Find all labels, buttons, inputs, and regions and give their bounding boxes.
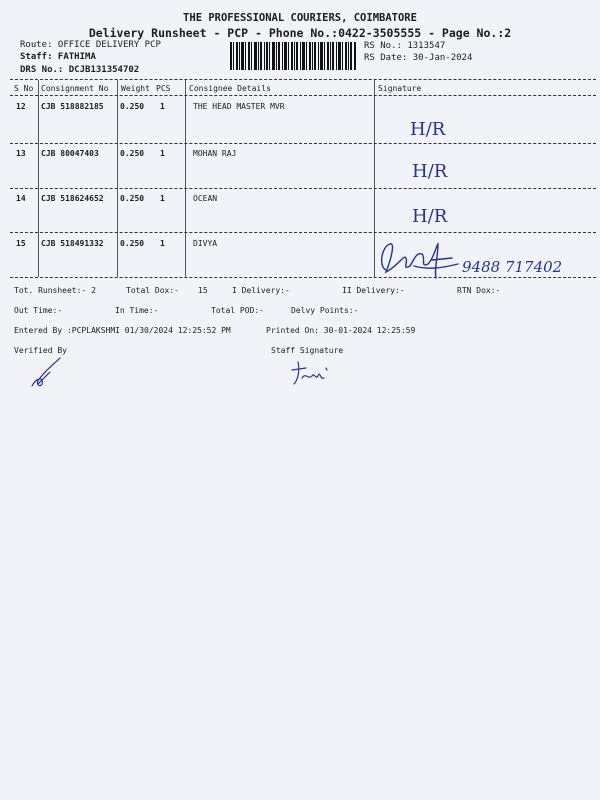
row-pcs: 1 — [160, 239, 165, 248]
in-time: In Time:- — [115, 306, 159, 315]
row-consignment: CJB 518624652 — [41, 194, 104, 203]
runsheet-subtitle: Delivery Runsheet - PCP - Phone No.:0422-3505555 - Page No.:2 — [88, 26, 512, 40]
row-consignee: THE HEAD MASTER MVR — [193, 102, 285, 111]
total-dox-label: Total Dox:- — [126, 286, 179, 295]
row-weight: 0.250 — [120, 149, 145, 158]
table-top-rule — [10, 79, 596, 80]
verified-signature — [28, 354, 64, 390]
row-rule — [10, 232, 596, 233]
column-divider — [185, 80, 186, 277]
header-rule — [10, 95, 596, 96]
signature-scribble — [376, 236, 460, 280]
column-divider — [374, 80, 375, 277]
row-sno: 14 — [16, 194, 26, 203]
col-header-sno: S No — [14, 84, 34, 93]
ii-delivery: II Delivery:- — [342, 286, 405, 295]
row-rule — [10, 143, 596, 144]
out-time: Out Time:- — [14, 306, 63, 315]
row-consignee: MOHAN RAJ — [193, 149, 237, 158]
column-divider — [38, 80, 39, 277]
col-header-signature: Signature — [378, 84, 422, 93]
total-dox-value: 15 — [198, 286, 208, 295]
rtn-dox: RTN Dox:- — [457, 286, 501, 295]
verified-by-label: Verified By — [14, 346, 67, 355]
staff-signature — [290, 358, 334, 388]
row-pcs: 1 — [160, 194, 165, 203]
tot-runsheet: Tot. Runsheet:- 2 — [14, 286, 96, 295]
row-weight: 0.250 — [120, 102, 145, 111]
row-consignment: CJB 80047403 — [41, 149, 99, 158]
total-pod: Total POD:- — [211, 306, 264, 315]
route-label: Route: OFFICE DELIVERY PCP — [20, 40, 161, 50]
drs-number: DRS No.: DCJB131354702 — [20, 65, 140, 75]
row-consignment: CJB 518491332 — [41, 239, 104, 248]
col-header-weight: Weight — [121, 84, 150, 93]
printed-on: Printed On: 30-01-2024 12:25:59 — [266, 326, 416, 335]
row-signature: H/R — [410, 119, 446, 140]
delvy-points: Delvy Points:- — [291, 306, 359, 315]
staff-signature-label: Staff Signature — [271, 346, 344, 355]
row-sno: 13 — [16, 149, 26, 158]
row-signature-phone: 9488 717402 — [462, 258, 563, 276]
table-bottom-rule — [10, 277, 596, 278]
row-consignment: CJB 518882185 — [41, 102, 104, 111]
row-rule — [10, 188, 596, 189]
row-weight: 0.250 — [120, 194, 145, 203]
entered-by: Entered By :PCPLAKSHMI 01/30/2024 12:25:52 PM — [14, 326, 231, 335]
row-consignee: DIVYA — [193, 239, 218, 248]
row-consignee: OCEAN — [193, 194, 218, 203]
row-signature: H/R — [412, 161, 448, 182]
staff-label: Staff: FATHIMA — [20, 52, 96, 62]
column-divider — [117, 80, 118, 277]
col-header-consignment: Consignment No — [41, 84, 109, 93]
row-weight: 0.250 — [120, 239, 145, 248]
company-title: THE PROFESSIONAL COURIERS, COIMBATORE — [183, 12, 417, 24]
row-pcs: 1 — [160, 149, 165, 158]
row-signature: H/R — [412, 206, 448, 227]
i-delivery: I Delivery:- — [232, 286, 290, 295]
row-pcs: 1 — [160, 102, 165, 111]
col-header-pcs: PCS — [156, 84, 171, 93]
barcode-graphic — [230, 42, 356, 70]
row-sno: 15 — [16, 239, 26, 248]
rs-number: RS No.: 1313547 — [364, 41, 446, 51]
barcode — [230, 42, 356, 70]
rs-date: RS Date: 30-Jan-2024 — [364, 53, 473, 63]
col-header-consignee: Consignee Details — [189, 84, 271, 93]
row-sno: 12 — [16, 102, 26, 111]
